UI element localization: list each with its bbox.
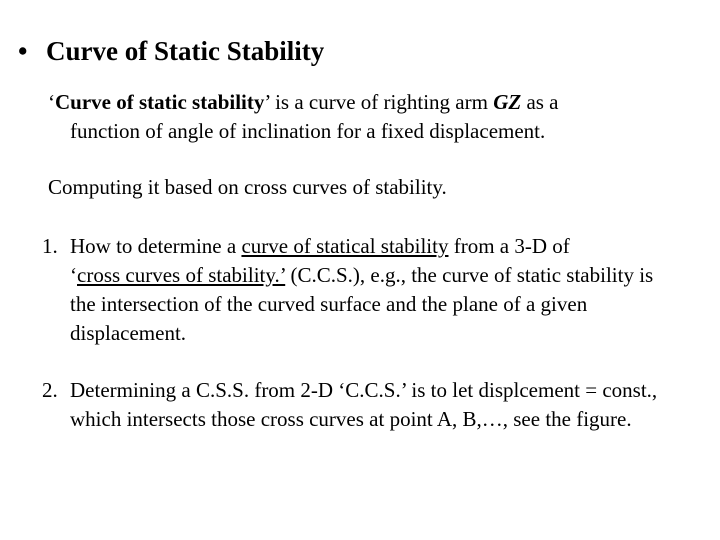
list-item-1-body [42,232,682,348]
intro-close-quote: ’ [264,90,270,114]
intro-text-after-gz: as a [521,90,559,114]
list-item-2-number: 2. [42,378,58,402]
list-item-1-number: 1. [42,234,58,258]
link-curve-of-statical-stability[interactable]: curve of statical stability [241,234,449,258]
intro-open-quote: ‘ [48,90,55,114]
slide-title [18,31,324,71]
intro-gz: GZ [493,90,522,114]
intro-term: Curve of static stability [55,90,265,114]
link-cross-curves-of-stability[interactable]: cross curves of stability.’ [77,263,286,287]
list-item-1-quote-open: ‘ [70,263,77,287]
list-item-1 [42,232,682,348]
list-item-1-mid: from a 3-D of [448,234,570,258]
intro-paragraph [48,88,688,146]
list-item-2 [42,376,682,434]
title-bullet: • [18,36,28,66]
intro-line-2: function of angle of inclination for a fixed displacement. [70,119,546,143]
list-item-1-lead: How to determine a [70,234,242,258]
list-item-1-tail: (C.C.S.), e.g., the curve of static stability is the intersection of the curved surface and the plane of a given displacement. [70,263,654,345]
list-item-2-body: Determining a C.S.S. from 2-D ‘C.C.S.’ is to let displcement = const., which intersects those cross curves at point A, B,…, see the figure. [70,378,658,431]
computing-paragraph: Computing it based on cross curves of stability. [48,175,447,199]
intro-text-before-gz: is a curve of righting arm [269,90,494,114]
title-text: Curve of Static Stability [46,36,325,66]
